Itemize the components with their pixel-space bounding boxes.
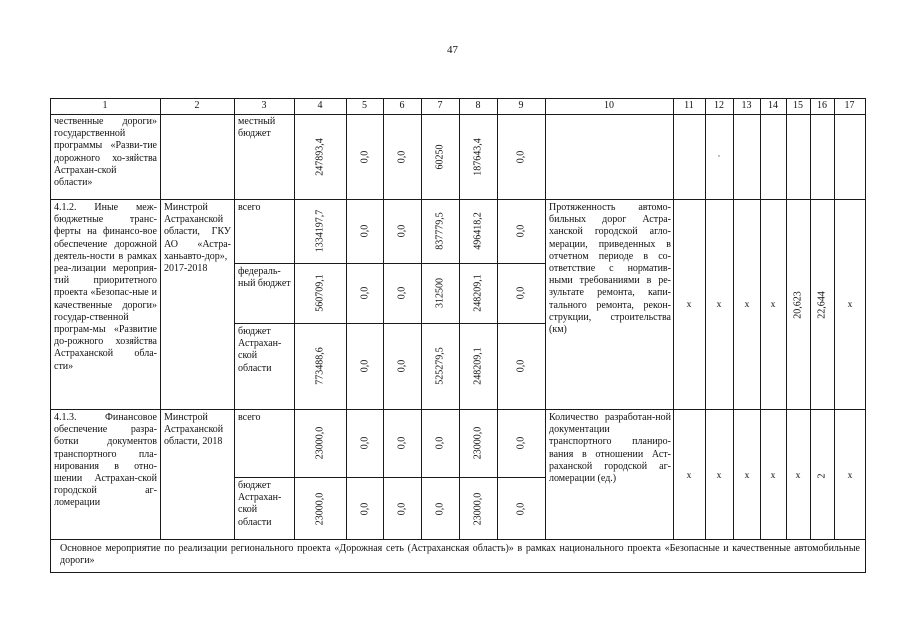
- col-header-3: 3: [261, 100, 267, 111]
- col-header-13: 13: [741, 100, 752, 111]
- row2-y2025: x: [847, 471, 853, 481]
- page-number: 47: [447, 44, 458, 56]
- row1-sub2-v2017: 248209,1: [472, 347, 484, 385]
- row2-sub0-total: 23000,0: [314, 426, 326, 460]
- row1-sub2-source: бюджет Астрахан-ской области: [238, 326, 282, 374]
- row2-sub0-v2017: 23000,0: [472, 426, 484, 460]
- col-header-16: 16: [817, 100, 827, 111]
- row1-y2020: x: [716, 300, 722, 310]
- row2-sub1-v2014: 0,0: [359, 502, 371, 516]
- row1-y2021: x: [744, 300, 750, 310]
- row2-y2024: 2: [816, 473, 828, 479]
- row1-sub0-v2016: 837779,5: [434, 212, 446, 250]
- row0-source: местный бюджет: [238, 116, 276, 140]
- row1-sub2-v2018: 0,0: [515, 359, 527, 373]
- col-header-10: 10: [604, 100, 614, 111]
- col-header-6: 6: [399, 100, 405, 111]
- row2-sub1-v2015: 0,0: [396, 502, 408, 516]
- row2-sub0-v2016: 0,0: [434, 436, 446, 450]
- row2-sub1-source: бюджет Астрахан-ской области: [238, 480, 282, 528]
- col-header-2: 2: [194, 100, 200, 111]
- row2-y2022: x: [770, 471, 776, 481]
- row0-name: чественные дороги» государственной программы «Разви-тие дорожного хо-зяйства Астрахан-ской области»: [54, 116, 157, 189]
- col-header-15: 15: [793, 100, 803, 111]
- row2-y2021: x: [744, 471, 750, 481]
- row0-v2016: 60250: [434, 144, 446, 170]
- col-header-11: 11: [684, 100, 694, 111]
- col-header-8: 8: [475, 100, 481, 111]
- row1-sub1-v2015: 0,0: [396, 286, 408, 300]
- footer-row-text: Основное мероприятие по реализации регионального проекта «Дорожная сеть (Астраханская область)» в рамках национального проекта «Безопасные и качественные автомобильные дороги»: [60, 543, 860, 567]
- col-header-1: 1: [102, 100, 108, 111]
- row1-sub2-v2014: 0,0: [359, 359, 371, 373]
- row1-sub1-v2016: 312500: [434, 278, 446, 308]
- row2-sub0-v2015: 0,0: [396, 436, 408, 450]
- row1-sub0-v2018: 0,0: [515, 224, 527, 238]
- row0-v2015: 0,0: [396, 150, 408, 164]
- row1-sub0-v2017: 496418,2: [472, 212, 484, 250]
- row2-sub0-v2014: 0,0: [359, 436, 371, 450]
- row1-name: 4.1.2. Иные меж-бюджетные транс-ферты на финансо-вое обеспечение дорожной деятель-ности в рамках реа-лизации мероприя-тий приоритетного проекта «Безопас-ные и качественные дороги» государ-ственной програм-мы «Развитие до-рожного хозяйства Астраханской обла-сти»: [54, 202, 157, 372]
- row0-v2014: 0,0: [359, 150, 371, 164]
- row0-dot: ·: [717, 152, 721, 162]
- row0-total: 247893,4: [314, 138, 326, 176]
- row2-y2020: x: [716, 471, 722, 481]
- row2-y2023: x: [795, 471, 801, 481]
- row0-v2018: 0,0: [515, 150, 527, 164]
- col-header-5: 5: [362, 100, 367, 111]
- row1-sub1-v2014: 0,0: [359, 286, 371, 300]
- row1-sub0-v2014: 0,0: [359, 224, 371, 238]
- row2-name: 4.1.3. Финансовое обеспечение разра-ботки документов транспортного пла-нирования в отно-шении Астрахан-ской городской аг-ломерации: [54, 412, 157, 509]
- row1-sub2-total: 773488,6: [314, 347, 326, 385]
- row1-y2025: x: [847, 300, 853, 310]
- row1-sub2-v2015: 0,0: [396, 359, 408, 373]
- row2-sub0-v2018: 0,0: [515, 436, 527, 450]
- row1-y2023: 20,623: [792, 291, 804, 319]
- row1-y2024: 22,644: [816, 291, 828, 319]
- col-header-12: 12: [714, 100, 724, 111]
- row1-sub0-source: всего: [238, 202, 261, 213]
- row1-sub1-source: федераль-ный бюджет: [238, 266, 291, 290]
- row1-sub0-v2015: 0,0: [396, 224, 408, 238]
- row1-executor: Минстрой Астраханской области, ГКУ АО «Астра-ханьавто-дор», 2017-2018: [164, 202, 231, 275]
- row2-sub1-v2017: 23000,0: [472, 492, 484, 526]
- col-header-14: 14: [768, 100, 778, 111]
- row1-sub2-v2016: 525279,5: [434, 347, 446, 385]
- row2-sub1-v2016: 0,0: [434, 502, 446, 516]
- row1-sub0-total: 1334197,7: [314, 209, 326, 253]
- col-header-17: 17: [844, 100, 855, 111]
- row0-v2017: 187643,4: [472, 138, 484, 176]
- row2-y2019: x: [686, 471, 692, 481]
- row1-y2019: x: [686, 300, 692, 310]
- col-header-4: 4: [317, 100, 323, 111]
- row1-sub1-v2017: 248209,1: [472, 274, 484, 312]
- col-header-9: 9: [518, 100, 524, 111]
- row2-sub0-source: всего: [238, 412, 261, 423]
- col-header-7: 7: [437, 100, 443, 111]
- row1-indicator: Протяженность автомо-бильных дорог Астра-ханской городской агло-мерации, приведенных в отчетном периоде в со-ответствие с норматив-ными требованиями в ре-зультате ремонта, капи-тального ремонта, рекон-струкции, строительства (км): [549, 202, 671, 336]
- row1-y2022: x: [770, 300, 776, 310]
- row2-executor: Минстрой Астраханской области, 2018: [164, 412, 224, 448]
- row2-sub1-v2018: 0,0: [515, 502, 527, 516]
- row1-sub1-v2018: 0,0: [515, 286, 527, 300]
- row2-sub1-total: 23000,0: [314, 492, 326, 526]
- row2-indicator: Количество разработан-ной документации транспортного планиро-вания в отношении Аст-раханской городской аг-ломерации (ед.): [549, 412, 671, 485]
- row1-sub1-total: 560709,1: [314, 274, 326, 312]
